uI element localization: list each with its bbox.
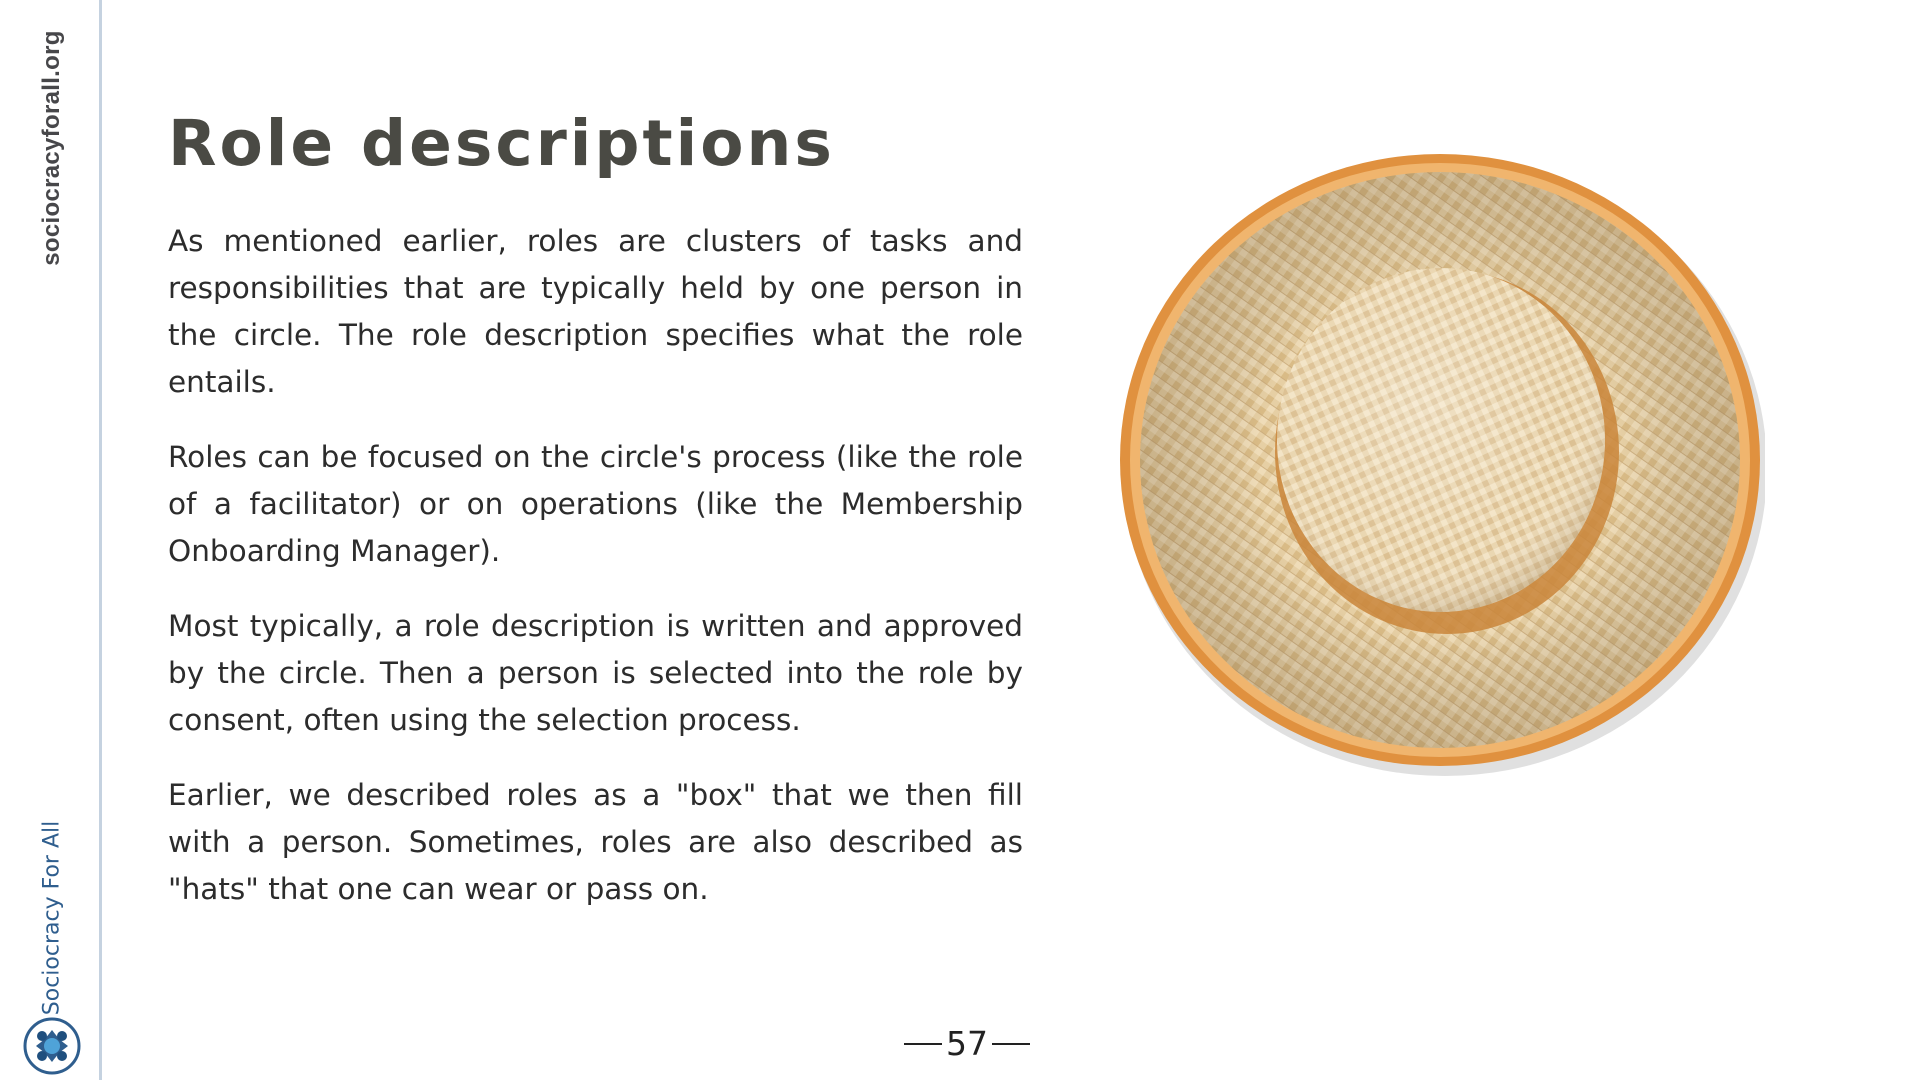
paragraph-3: Most typically, a role description is written and approved by the circle. Then a person is selected into the role by consent, often using the selection process. xyxy=(168,609,1023,737)
page-number-left-dash xyxy=(904,1043,942,1045)
sidebar-divider xyxy=(99,0,102,1080)
org-name: Sociocracy For All xyxy=(39,820,65,1016)
page-number xyxy=(904,1024,1030,1063)
paragraph-1: As mentioned earlier, roles are clusters of tasks and responsibilities that are typically held by one person in the circle. The role description specifies what the role entails. xyxy=(168,224,1023,399)
page-number-right-dash xyxy=(992,1043,1030,1045)
paragraph-4: Earlier, we described roles as a "box" that we then fill with a person. Sometimes, roles are also described as "hats" that one can wear or pass on. xyxy=(168,778,1023,906)
sidebar xyxy=(0,0,100,1080)
paragraph-2: Roles can be focused on the circle's process (like the role of a facilitator) or on operations (like the Membership Onboarding Manager). xyxy=(168,440,1023,568)
page-number-value: 57 xyxy=(946,1024,988,1063)
sociocracy-for-all-logo-icon xyxy=(22,1016,82,1076)
site-url[interactable]: sociocracyforall.org xyxy=(38,30,65,266)
page-title: Role descriptions xyxy=(168,107,835,180)
body-text xyxy=(168,218,1023,913)
straw-hat-icon xyxy=(1115,150,1765,780)
